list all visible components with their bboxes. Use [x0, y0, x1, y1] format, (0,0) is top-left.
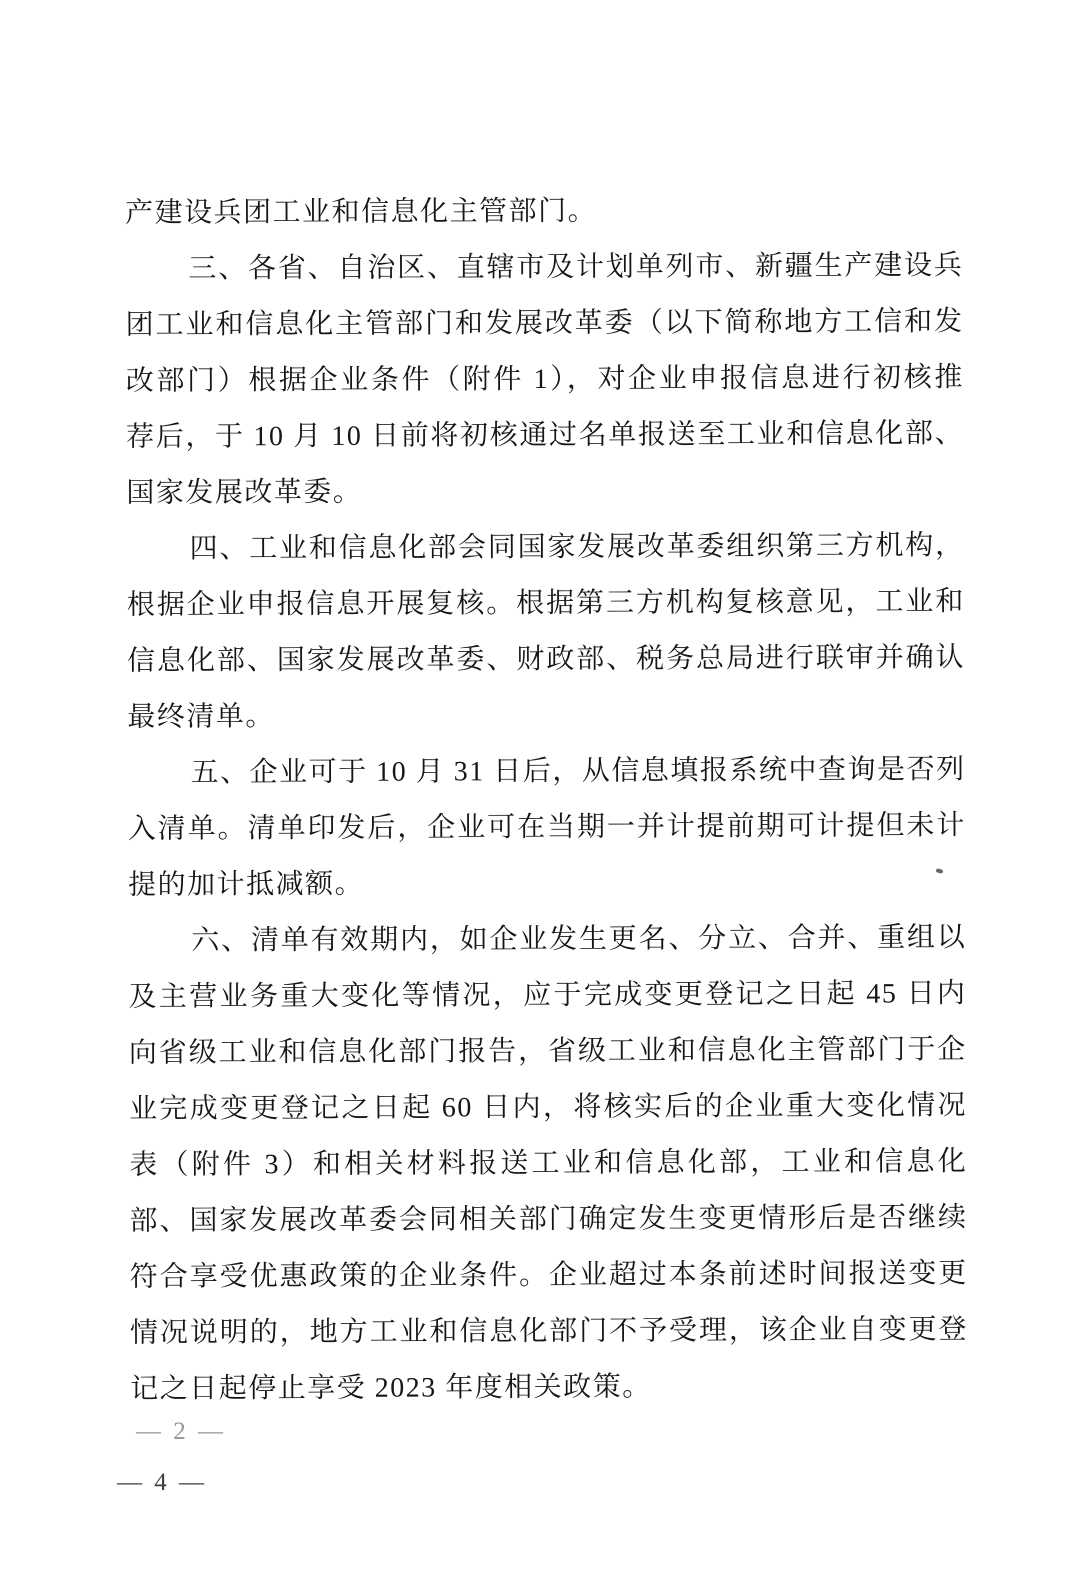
- document-line: 业完成变更登记之日起 60 日内，将核实后的企业重大变化情况: [128, 1090, 968, 1125]
- page-number-current: — 4 —: [117, 1469, 207, 1496]
- document-line: 及主营业务重大变化等情况，应于完成变更登记之日起 45 日内: [128, 978, 967, 1013]
- document-line: 记之日起停止享受 2023 年度相关政策。: [130, 1371, 652, 1405]
- document-line: 国家发展改革委。: [126, 476, 363, 509]
- document-line: 六、清单有效期内，如企业发生更名、分立、合并、重组以: [191, 922, 967, 957]
- document-line: 三、各省、自治区、直辖市及计划单列市、新疆生产建设兵: [188, 250, 964, 285]
- document-line: 五、企业可于 10 月 31 日后，从信息填报系统中查询是否列: [190, 754, 966, 789]
- document-line: 向省级工业和信息化部门报告，省级工业和信息化主管部门于企: [128, 1034, 967, 1069]
- document-line: 团工业和信息化主管部门和发展改革委（以下简称地方工信和发: [125, 306, 964, 341]
- document-line: 改部门）根据企业条件（附件 1），对企业申报信息进行初核推: [125, 362, 964, 397]
- document-line: 产建设兵团工业和信息化主管部门。: [125, 195, 598, 229]
- page-number-original-faded: — 2 —: [136, 1418, 226, 1445]
- document-line: 情况说明的，地方工业和信息化部门不予受理，该企业自变更登: [129, 1314, 969, 1349]
- document-line: 符合享受优惠政策的企业条件。企业超过本条前述时间报送变更: [129, 1258, 968, 1293]
- document-line: 提的加计抵减额。: [127, 868, 365, 901]
- document-line: 根据企业申报信息开展复核。根据第三方机构复核意见，工业和: [126, 586, 965, 621]
- document-line: 表（附件 3）和相关材料报送工业和信息化部，工业和信息化: [129, 1146, 968, 1181]
- document-line: 入清单。清单印发后，企业可在当期一并计提前期可计提但未计: [127, 810, 966, 845]
- document-line: 最终清单。: [127, 701, 275, 733]
- document-body: [125, 182, 968, 1418]
- document-line: 荐后，于 10 月 10 日前将初核通过名单报送至工业和信息化部、: [126, 418, 965, 453]
- document-line: 信息化部、国家发展改革委、财政部、税务总局进行联审并确认: [127, 642, 966, 677]
- document-line: 部、国家发展改革委会同相关部门确定发生变更情形后是否继续: [129, 1202, 968, 1237]
- document-line: 四、工业和信息化部会同国家发展改革委组织第三方机构，: [189, 530, 965, 565]
